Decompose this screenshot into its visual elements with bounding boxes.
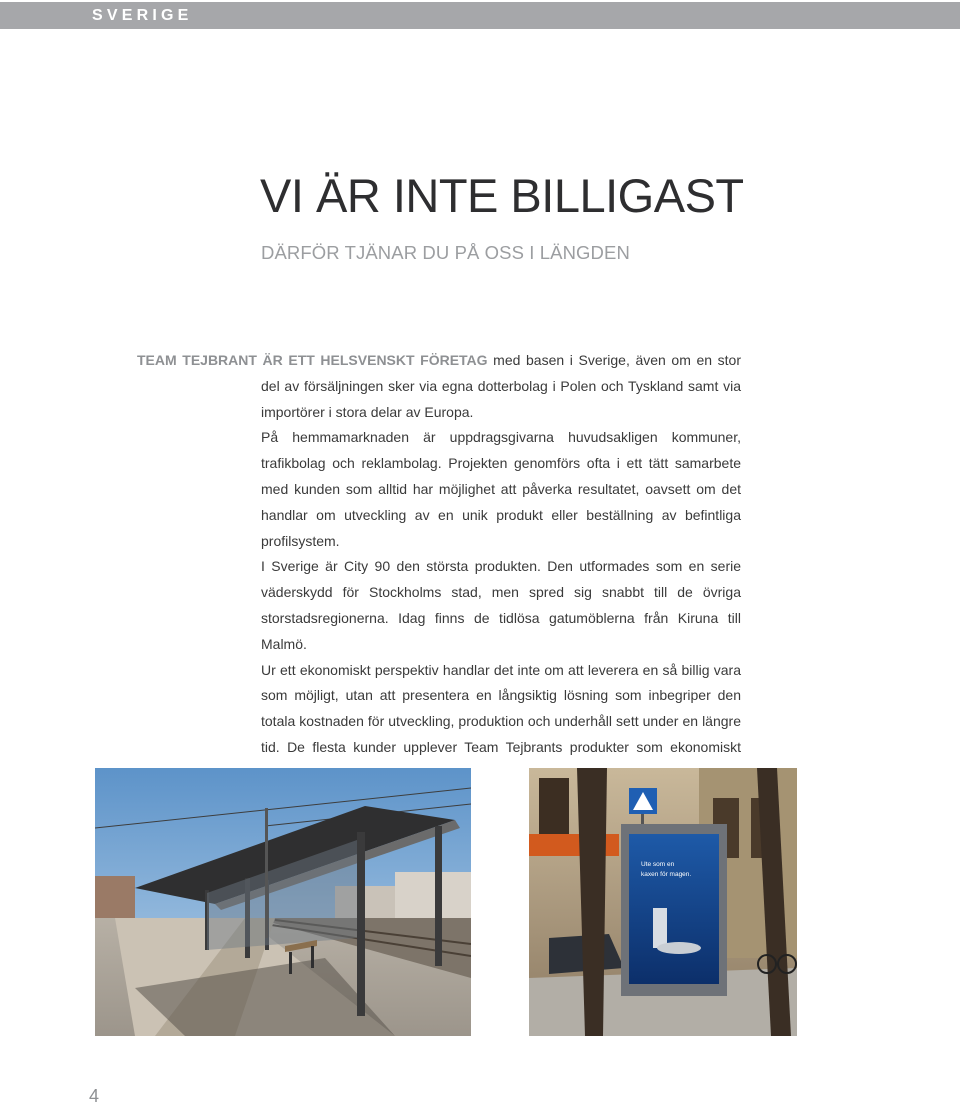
- photo-advertising-display: [529, 768, 797, 1036]
- page-subtitle: DÄRFÖR TJÄNAR DU PÅ OSS I LÄNGDEN: [261, 242, 630, 263]
- body-text: [137, 348, 741, 787]
- paragraph-2: På hemmamarknaden är uppdragsgivarna huvudsakligen kommuner, trafikbolag och reklambolag. Projekten genomförs ofta i ett tätt samarbete med kunden som alltid har möjlighet att påverka resultatet, oavsett om det handlar om utveckling av en unik produkt eller beställning av befintliga profilsystem.: [261, 429, 741, 549]
- ad-text-line1: Ute som en: [641, 861, 675, 868]
- photo-tram-shelter: [95, 768, 471, 1036]
- page-number: 4: [89, 1086, 100, 1106]
- section-label: SVERIGE: [92, 7, 193, 24]
- ad-text-line2: kaxen för magen.: [641, 871, 692, 878]
- paragraph-1-text: med basen i Sverige, även om en stor del av försäljningen sker via egna dotterbolag i Polen och Tyskland samt via importörer i stora delar av Europa.: [261, 352, 741, 420]
- paragraph-1: [137, 348, 741, 425]
- page-title: VI ÄR INTE BILLIGAST: [260, 169, 744, 222]
- paragraph-4: Ur ett ekonomiskt perspektiv handlar det inte om att leverera en så billig vara som möjligt, utan att presentera en långsiktig lösning som inbegriper den totala kostnaden för utveckling, produktion och underhåll sett under en längre tid. De flesta kunder upplever Team Tejbrants produkter som ekonomiskt: [261, 661, 741, 755]
- lead-in: TEAM TEJBRANT ÄR ETT HELSVENSKT FÖRETAG: [137, 352, 488, 368]
- paragraph-3: I Sverige är City 90 den största produkten. Den utformades som en serie väderskydd för Stockholms stad, men spred sig snabbt till de övriga storstadsregionerna. Idag finns de tidlösa gatumöblerna från Kiruna till Malmö.: [261, 558, 741, 652]
